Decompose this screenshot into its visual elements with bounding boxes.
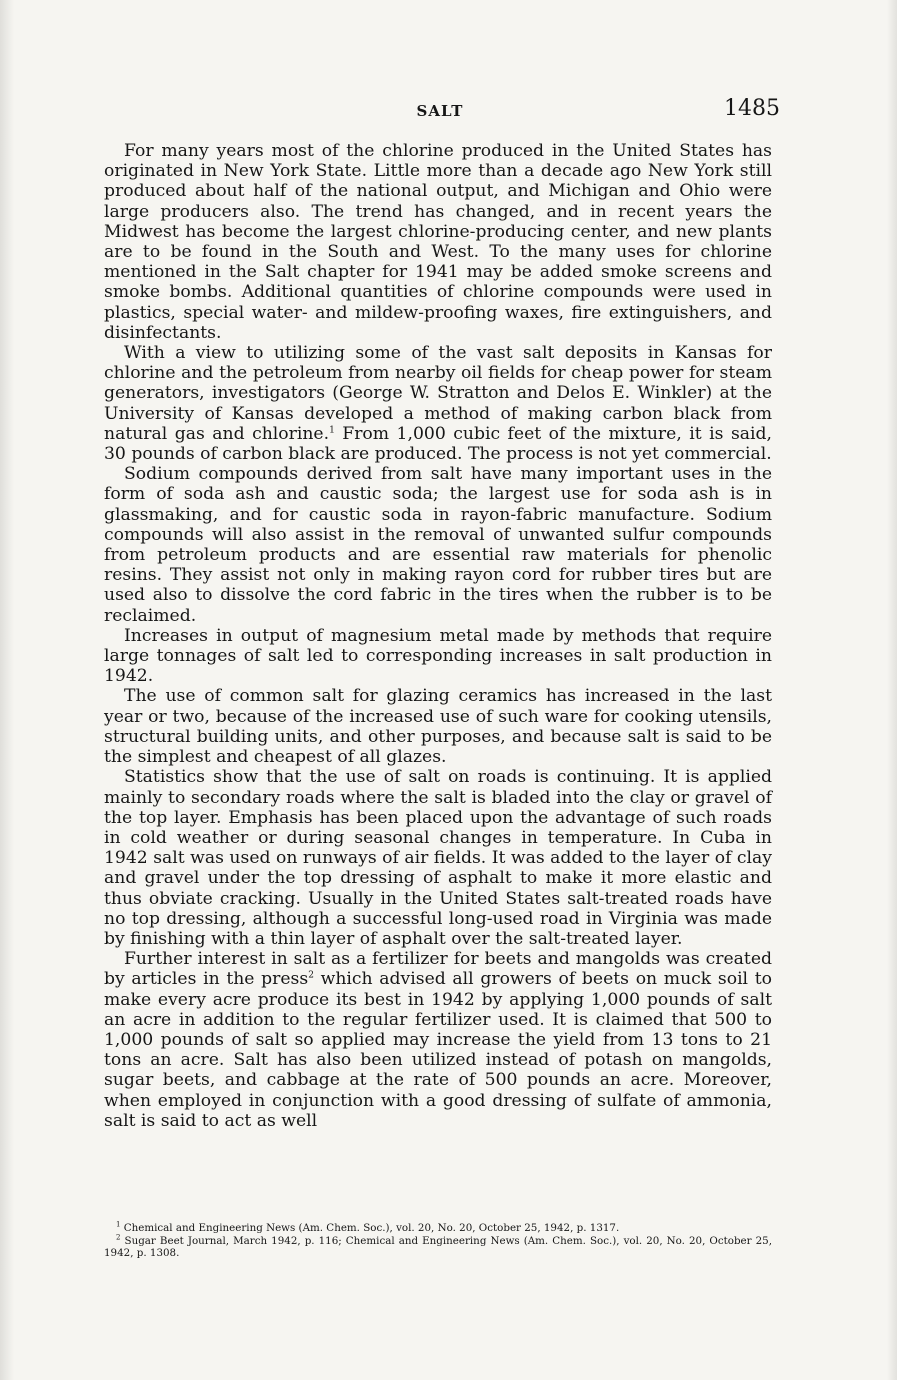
paragraph-kansas-carbon-black [104, 343, 772, 464]
body-text [104, 141, 772, 1131]
footnote-mark: 2 [116, 1233, 121, 1242]
running-title: SALT [416, 102, 464, 120]
paragraph-text: With a view to utilizing some of the vast salt deposits in Kansas for chlorine and the petroleum from nearby oil fields for cheap power for steam generators, investigators (George W. Stratton and Delos E. Winkler) at the University of Kansas developed a method of making carbon black from natural gas and chlorine. [104, 343, 772, 444]
paragraph-text: From 1,000 cubic feet of the mixture, it is said, 30 pounds of carbon black are produced. The process is not yet commercial. [104, 423, 772, 465]
paragraph-magnesium: Increases in output of magnesium metal made by methods that require large tonnages of salt led to corresponding increases in salt production in 1942. [104, 625, 772, 687]
paragraph-ceramic-glazing: The use of common salt for glazing ceramics has increased in the last year or two, because of the increased use of such ware for cooking utensils, structural building units, and other purposes, and because salt is said to be the simplest and cheapest of all glazes. [104, 686, 772, 768]
paragraph-text: Further interest in salt as a fertilizer for beets and mangolds was created by articles in the press [104, 949, 772, 990]
footnote-reference: 2 [308, 970, 314, 981]
paragraph-roads: Statistics show that the use of salt on roads is continuing. It is applied mainly to secondary roads where the salt is bladed into the clay or gravel of the top layer. Emphasis has been placed upon the advantage of such roads in cold weather or during seasonal changes in temperature. In Cuba in 1942 salt was used on runways of air fields. It was added to the layer of clay and gravel under the top dressing of asphalt to make it more elastic and thus obviate cracking. Usually in the United States salt-treated roads have no top dressing, although a successful long-used road in Virginia was made by finishing with a thin layer of asphalt over the salt-treated layer. [104, 767, 772, 949]
paragraph-chlorine-production: For many years most of the chlorine produced in the United States has originated in New York State. Little more than a decade ago New York still produced about half of the national output, and Michigan and Ohio were large producers also. The trend has changed, and in recent years the Midwest has become the largest chlorine-producing center, and new plants are to be found in the South and West. To the many uses for chlorine mentioned in the Salt chapter for 1941 may be added smoke screens and smoke bombs. Additional quantities of chlorine compounds were used in plastics, special water- and mildew-proofing waxes, fire extinguishers, and disinfectants. [104, 141, 772, 343]
paragraph-text: which advised all growers of beets on muck soil to make every acre produce its best in 1942 by applying 1,000 pounds of salt an acre in addition to the regular fertilizer used. It is claimed that 500 to 1,000 pounds of salt so applied may increase the yield from 13 tons to 21 tons an acre. Salt has also been utilized instead of potash on mangolds, sugar beets, and cabbage at the rate of 500 pounds an acre. Moreover, when employed in conjunction with a good dressing of sulfate of ammonia, salt is said to act as well [104, 969, 773, 1131]
paragraph-fertilizer [104, 949, 772, 1131]
footnote-mark: 1 [116, 1220, 121, 1229]
page-header [100, 96, 780, 126]
footnote-reference: 1 [329, 425, 335, 436]
paragraph-sodium-compounds: Sodium compounds derived from salt have many important uses in the form of soda ash and caustic soda; the largest use for soda ash is in glassmaking, and for caustic soda in rayon-fabric manufacture. Sodium compounds will also assist in the removal of unwanted sulfur compounds from petroleum products and are essential raw materials for phenolic resins. They assist not only in making rayon cord for rubber tires but are used also to dissolve the cord fabric in the tires when the rubber is to be reclaimed. [104, 464, 772, 626]
page-edge-right [887, 0, 897, 1380]
footnote-2 [104, 1235, 772, 1260]
footnote-text: Chemical and Engineering News (Am. Chem. Soc.), vol. 20, No. 20, October 25, 1942, p. 1317. [120, 1222, 620, 1234]
page-number: 1485 [724, 96, 780, 121]
page-edge-left [0, 0, 14, 1380]
footnotes [104, 1222, 772, 1260]
footnote-1 [104, 1222, 772, 1235]
footnote-text: Sugar Beet Journal, March 1942, p. 116; Chemical and Engineering News (Am. Chem. Soc.), vol. 20, No. 20, October 25, 1942, p. 1308. [104, 1234, 772, 1260]
